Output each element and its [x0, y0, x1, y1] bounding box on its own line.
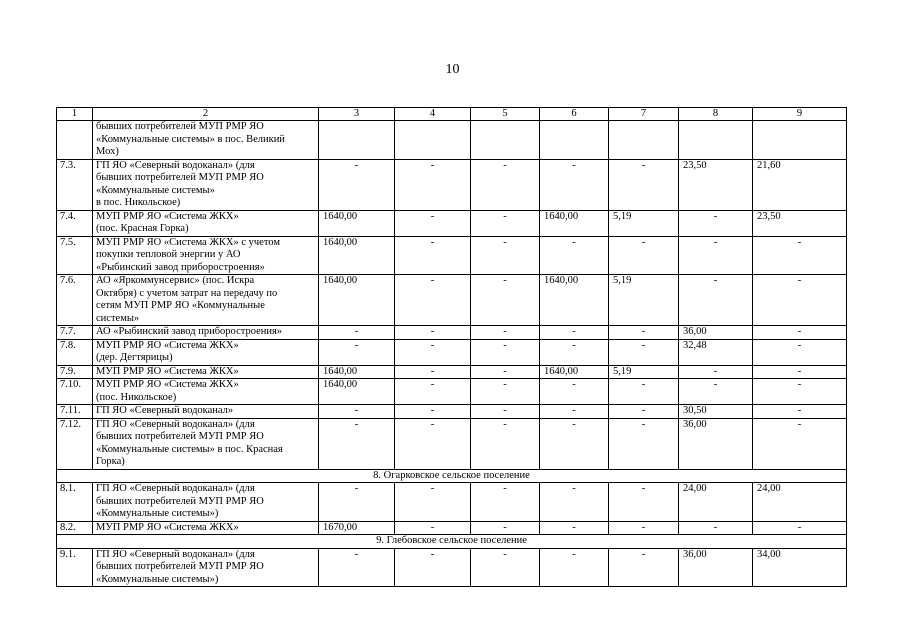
organization-cell: МУП РМР ЯО «Система ЖКХ» (пос. Красная Горка)	[93, 210, 319, 236]
organization-cell: АО «Яркоммунсервис» (пос. Искра Октября) с учетом затрат на передачу по сетям МУП РМР ЯО «Коммунальные системы»	[93, 275, 319, 326]
organization-cell: МУП РМР ЯО «Система ЖКХ»	[93, 521, 319, 535]
value-cell-7: -	[609, 379, 679, 405]
table-row	[57, 326, 847, 340]
value-cell-8: -	[679, 521, 753, 535]
row-number-cell: 7.5.	[57, 236, 93, 275]
value-cell-5: -	[471, 326, 540, 340]
value-cell-7: -	[609, 483, 679, 522]
value-cell-5	[471, 121, 540, 160]
column-header: 4	[395, 108, 471, 121]
value-cell-4: -	[395, 548, 471, 587]
value-cell-4: -	[395, 275, 471, 326]
value-cell-9: -	[753, 236, 847, 275]
value-cell-8: -	[679, 379, 753, 405]
value-cell-7	[609, 121, 679, 160]
table-row	[57, 210, 847, 236]
row-number-cell: 8.2.	[57, 521, 93, 535]
value-cell-9	[753, 121, 847, 160]
value-cell-4	[395, 121, 471, 160]
value-cell-9: 23,50	[753, 210, 847, 236]
value-cell-3: -	[319, 548, 395, 587]
value-cell-7: -	[609, 326, 679, 340]
value-cell-9: 24,00	[753, 483, 847, 522]
value-cell-4: -	[395, 236, 471, 275]
value-cell-8: -	[679, 365, 753, 379]
value-cell-4: -	[395, 521, 471, 535]
organization-cell: МУП РМР ЯО «Система ЖКХ» (пос. Никольское)	[93, 379, 319, 405]
row-number-cell: 8.1.	[57, 483, 93, 522]
value-cell-3: -	[319, 326, 395, 340]
value-cell-8: 30,50	[679, 405, 753, 419]
value-cell-7: -	[609, 548, 679, 587]
table-row	[57, 521, 847, 535]
row-number-cell	[57, 121, 93, 160]
value-cell-6: -	[540, 548, 609, 587]
value-cell-4: -	[395, 365, 471, 379]
value-cell-5: -	[471, 379, 540, 405]
value-cell-3: 1640,00	[319, 236, 395, 275]
organization-cell: бывших потребителей МУП РМР ЯО «Коммунальные системы» в пос. Великий Мох)	[93, 121, 319, 160]
value-cell-8: 36,00	[679, 326, 753, 340]
value-cell-4: -	[395, 483, 471, 522]
column-header: 9	[753, 108, 847, 121]
value-cell-4: -	[395, 210, 471, 236]
row-number-cell: 7.6.	[57, 275, 93, 326]
value-cell-4: -	[395, 379, 471, 405]
value-cell-9: -	[753, 365, 847, 379]
header-row	[57, 108, 847, 121]
value-cell-9: -	[753, 521, 847, 535]
value-cell-6: -	[540, 483, 609, 522]
organization-cell: МУП РМР ЯО «Система ЖКХ» (дер. Дегтярицы)	[93, 339, 319, 365]
table-row	[57, 483, 847, 522]
value-cell-3: 1640,00	[319, 379, 395, 405]
table-row	[57, 121, 847, 160]
value-cell-8: 36,00	[679, 548, 753, 587]
value-cell-7: -	[609, 418, 679, 469]
value-cell-5: -	[471, 275, 540, 326]
value-cell-3: 1640,00	[319, 210, 395, 236]
value-cell-7: -	[609, 339, 679, 365]
value-cell-7: 5,19	[609, 210, 679, 236]
value-cell-5: -	[471, 418, 540, 469]
organization-cell: МУП РМР ЯО «Система ЖКХ» с учетом покупки тепловой энергии у АО «Рыбинский завод приборостроения»	[93, 236, 319, 275]
value-cell-5: -	[471, 521, 540, 535]
value-cell-9: -	[753, 339, 847, 365]
value-cell-3: -	[319, 159, 395, 210]
column-header: 2	[93, 108, 319, 121]
value-cell-3: 1670,00	[319, 521, 395, 535]
value-cell-3: 1640,00	[319, 275, 395, 326]
value-cell-5: -	[471, 405, 540, 419]
value-cell-6: -	[540, 159, 609, 210]
value-cell-6	[540, 121, 609, 160]
value-cell-3: -	[319, 418, 395, 469]
table-row	[57, 275, 847, 326]
value-cell-6: 1640,00	[540, 365, 609, 379]
value-cell-6: 1640,00	[540, 275, 609, 326]
page-number: 10	[445, 62, 460, 77]
organization-cell: ГП ЯО «Северный водоканал» (для бывших потребителей МУП РМР ЯО «Коммунальные системы»)	[93, 483, 319, 522]
value-cell-9: 34,00	[753, 548, 847, 587]
value-cell-8: -	[679, 210, 753, 236]
column-header: 5	[471, 108, 540, 121]
value-cell-3	[319, 121, 395, 160]
organization-cell: МУП РМР ЯО «Система ЖКХ»	[93, 365, 319, 379]
value-cell-9: 21,60	[753, 159, 847, 210]
table-body	[57, 108, 847, 587]
value-cell-5: -	[471, 548, 540, 587]
organization-cell: ГП ЯО «Северный водоканал»	[93, 405, 319, 419]
row-number-cell: 7.10.	[57, 379, 93, 405]
value-cell-3: -	[319, 405, 395, 419]
organization-cell: ГП ЯО «Северный водоканал» (для бывших потребителей МУП РМР ЯО «Коммунальные системы» в пос. Никольское)	[93, 159, 319, 210]
value-cell-6: -	[540, 521, 609, 535]
value-cell-3: -	[319, 483, 395, 522]
value-cell-5: -	[471, 210, 540, 236]
value-cell-6: -	[540, 405, 609, 419]
column-header: 7	[609, 108, 679, 121]
value-cell-8: -	[679, 275, 753, 326]
value-cell-9: -	[753, 379, 847, 405]
row-number-cell: 9.1.	[57, 548, 93, 587]
value-cell-8: 23,50	[679, 159, 753, 210]
value-cell-7: -	[609, 236, 679, 275]
table-row	[57, 379, 847, 405]
value-cell-7: -	[609, 405, 679, 419]
value-cell-9: -	[753, 326, 847, 340]
value-cell-9: -	[753, 275, 847, 326]
value-cell-6: -	[540, 326, 609, 340]
value-cell-9: -	[753, 418, 847, 469]
row-number-cell: 7.12.	[57, 418, 93, 469]
value-cell-6: -	[540, 418, 609, 469]
value-cell-4: -	[395, 326, 471, 340]
section-title: 9. Глебовское сельское поселение	[57, 535, 847, 549]
value-cell-8: -	[679, 236, 753, 275]
value-cell-8: 32,48	[679, 339, 753, 365]
value-cell-9: -	[753, 405, 847, 419]
value-cell-8: 24,00	[679, 483, 753, 522]
value-cell-7: -	[609, 159, 679, 210]
value-cell-5: -	[471, 236, 540, 275]
value-cell-3: -	[319, 339, 395, 365]
column-header: 1	[57, 108, 93, 121]
value-cell-4: -	[395, 405, 471, 419]
row-number-cell: 7.7.	[57, 326, 93, 340]
section-row	[57, 535, 847, 549]
value-cell-5: -	[471, 483, 540, 522]
column-header: 3	[319, 108, 395, 121]
row-number-cell: 7.8.	[57, 339, 93, 365]
column-header: 6	[540, 108, 609, 121]
table-row	[57, 548, 847, 587]
organization-cell: ГП ЯО «Северный водоканал» (для бывших потребителей МУП РМР ЯО «Коммунальные системы» в пос. Красная Горка)	[93, 418, 319, 469]
value-cell-4: -	[395, 418, 471, 469]
value-cell-7: -	[609, 521, 679, 535]
value-cell-4: -	[395, 339, 471, 365]
organization-cell: АО «Рыбинский завод приборостроения»	[93, 326, 319, 340]
value-cell-8: 36,00	[679, 418, 753, 469]
value-cell-6: -	[540, 339, 609, 365]
value-cell-6: 1640,00	[540, 210, 609, 236]
value-cell-7: 5,19	[609, 275, 679, 326]
table-row	[57, 405, 847, 419]
value-cell-5: -	[471, 159, 540, 210]
value-cell-3: 1640,00	[319, 365, 395, 379]
value-cell-6: -	[540, 236, 609, 275]
table-row	[57, 365, 847, 379]
value-cell-7: 5,19	[609, 365, 679, 379]
table-row	[57, 159, 847, 210]
section-title: 8. Огарковское сельское поселение	[57, 469, 847, 483]
row-number-cell: 7.9.	[57, 365, 93, 379]
table-row	[57, 339, 847, 365]
value-cell-8	[679, 121, 753, 160]
organization-cell: ГП ЯО «Северный водоканал» (для бывших потребителей МУП РМР ЯО «Коммунальные системы»)	[93, 548, 319, 587]
value-cell-4: -	[395, 159, 471, 210]
section-row	[57, 469, 847, 483]
tariff-table	[56, 107, 847, 587]
row-number-cell: 7.11.	[57, 405, 93, 419]
value-cell-6: -	[540, 379, 609, 405]
row-number-cell: 7.3.	[57, 159, 93, 210]
table-row	[57, 236, 847, 275]
row-number-cell: 7.4.	[57, 210, 93, 236]
value-cell-5: -	[471, 365, 540, 379]
column-header: 8	[679, 108, 753, 121]
table-row	[57, 418, 847, 469]
value-cell-5: -	[471, 339, 540, 365]
